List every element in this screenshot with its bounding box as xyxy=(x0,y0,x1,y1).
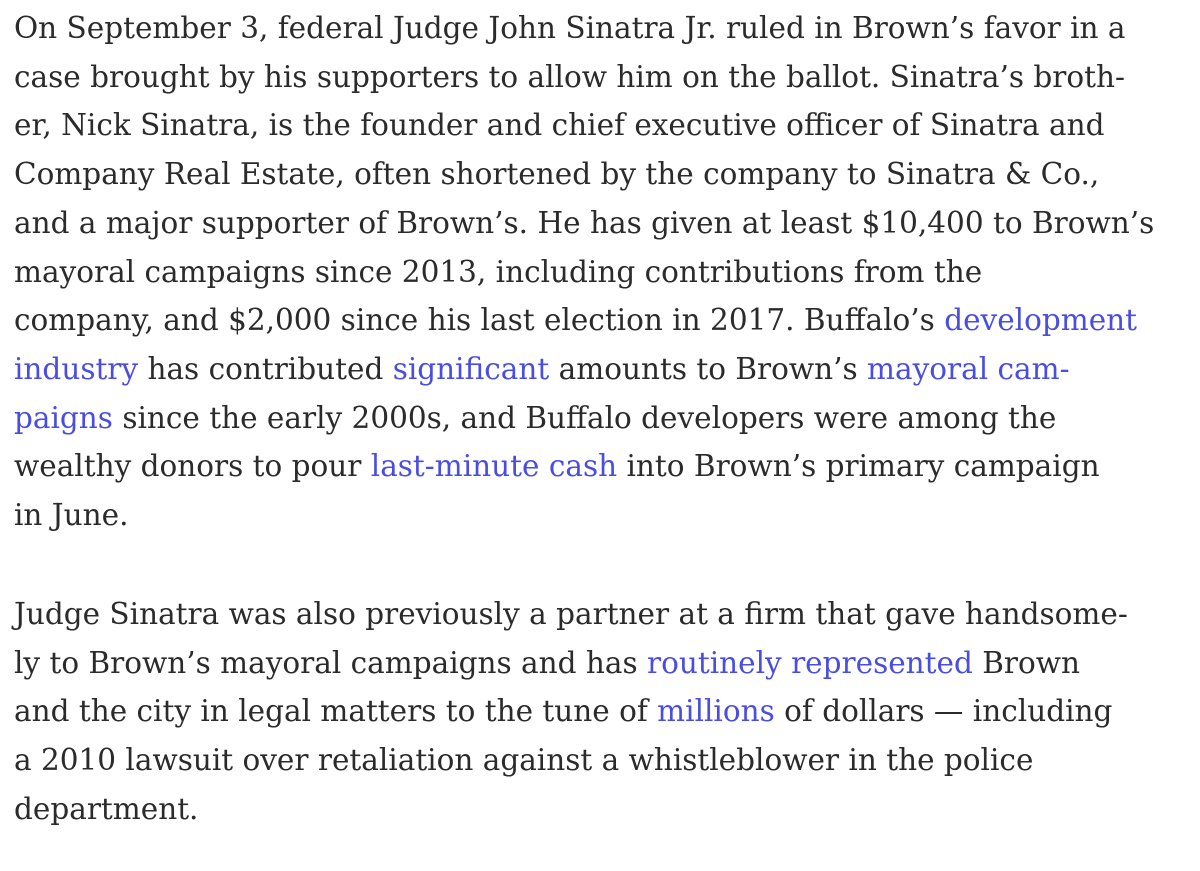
text-segment: case brought by his supporters to allow him on the ballot. Sinatra’s broth- xyxy=(14,59,1125,94)
text-line xyxy=(14,3,1126,54)
text-segment: Company Real Estate, often shortened by the company to Sinatra & Co., xyxy=(14,157,1100,192)
text-segment: Judge Sinatra was also previously a partner at a firm that gave handsome- xyxy=(14,597,1128,631)
text-line xyxy=(14,247,982,298)
inline-link[interactable]: millions xyxy=(657,694,775,729)
text-line xyxy=(14,441,1100,492)
text-segment: and a major supporter of Brown’s. He has given at least $10,400 to Brown’s xyxy=(14,205,1155,240)
text-line xyxy=(14,295,1137,346)
text-segment: in June. xyxy=(14,498,129,532)
text-segment: a 2010 lawsuit over retaliation against a whistleblower in the police xyxy=(14,743,1034,778)
inline-link[interactable]: development xyxy=(944,303,1138,338)
inline-link[interactable]: routinely represented xyxy=(646,645,973,680)
text-segment: and the city in legal matters to the tune of xyxy=(14,694,658,729)
text-line xyxy=(14,149,1099,200)
text-segment: company, and $2,000 since his last election in 2017. Buffalo’s xyxy=(14,303,945,338)
text-line xyxy=(14,686,1112,737)
inline-link[interactable]: significant xyxy=(392,351,550,386)
text-segment: into Brown’s primary campaign xyxy=(617,449,1100,484)
text-segment: mayoral campaigns since 2013, including contributions from the xyxy=(14,254,983,289)
text-segment: has contributed xyxy=(138,351,393,386)
text-line xyxy=(14,589,1128,640)
text-line xyxy=(14,52,1125,103)
text-segment: of dollars — including xyxy=(774,694,1113,729)
text-line xyxy=(14,735,1033,786)
text-segment: On September 3, federal Judge John Sinatra Jr. ruled in Brown’s favor in a xyxy=(14,11,1126,45)
text-segment: wealthy donors to pour xyxy=(14,449,371,484)
text-line xyxy=(14,198,1154,249)
text-line xyxy=(14,638,1080,689)
text-segment: department. xyxy=(14,791,199,826)
text-line xyxy=(14,100,1104,151)
inline-link[interactable]: paigns xyxy=(14,400,113,435)
text-line xyxy=(14,490,128,541)
inline-link[interactable]: industry xyxy=(14,351,139,386)
text-line xyxy=(14,393,1056,444)
inline-link[interactable]: mayoral cam- xyxy=(867,351,1070,386)
text-segment: er, Nick Sinatra, is the founder and chief executive officer of Sinatra and xyxy=(14,108,1105,143)
text-line xyxy=(14,784,198,835)
text-segment: ly to Brown’s mayoral campaigns and has xyxy=(14,645,647,680)
inline-link[interactable]: last-minute cash xyxy=(370,449,618,484)
text-line xyxy=(14,344,1070,395)
text-segment: Brown xyxy=(972,645,1081,680)
text-segment: since the early 2000s, and Buffalo developers were among the xyxy=(112,400,1057,435)
text-segment: amounts to Brown’s xyxy=(549,351,868,386)
